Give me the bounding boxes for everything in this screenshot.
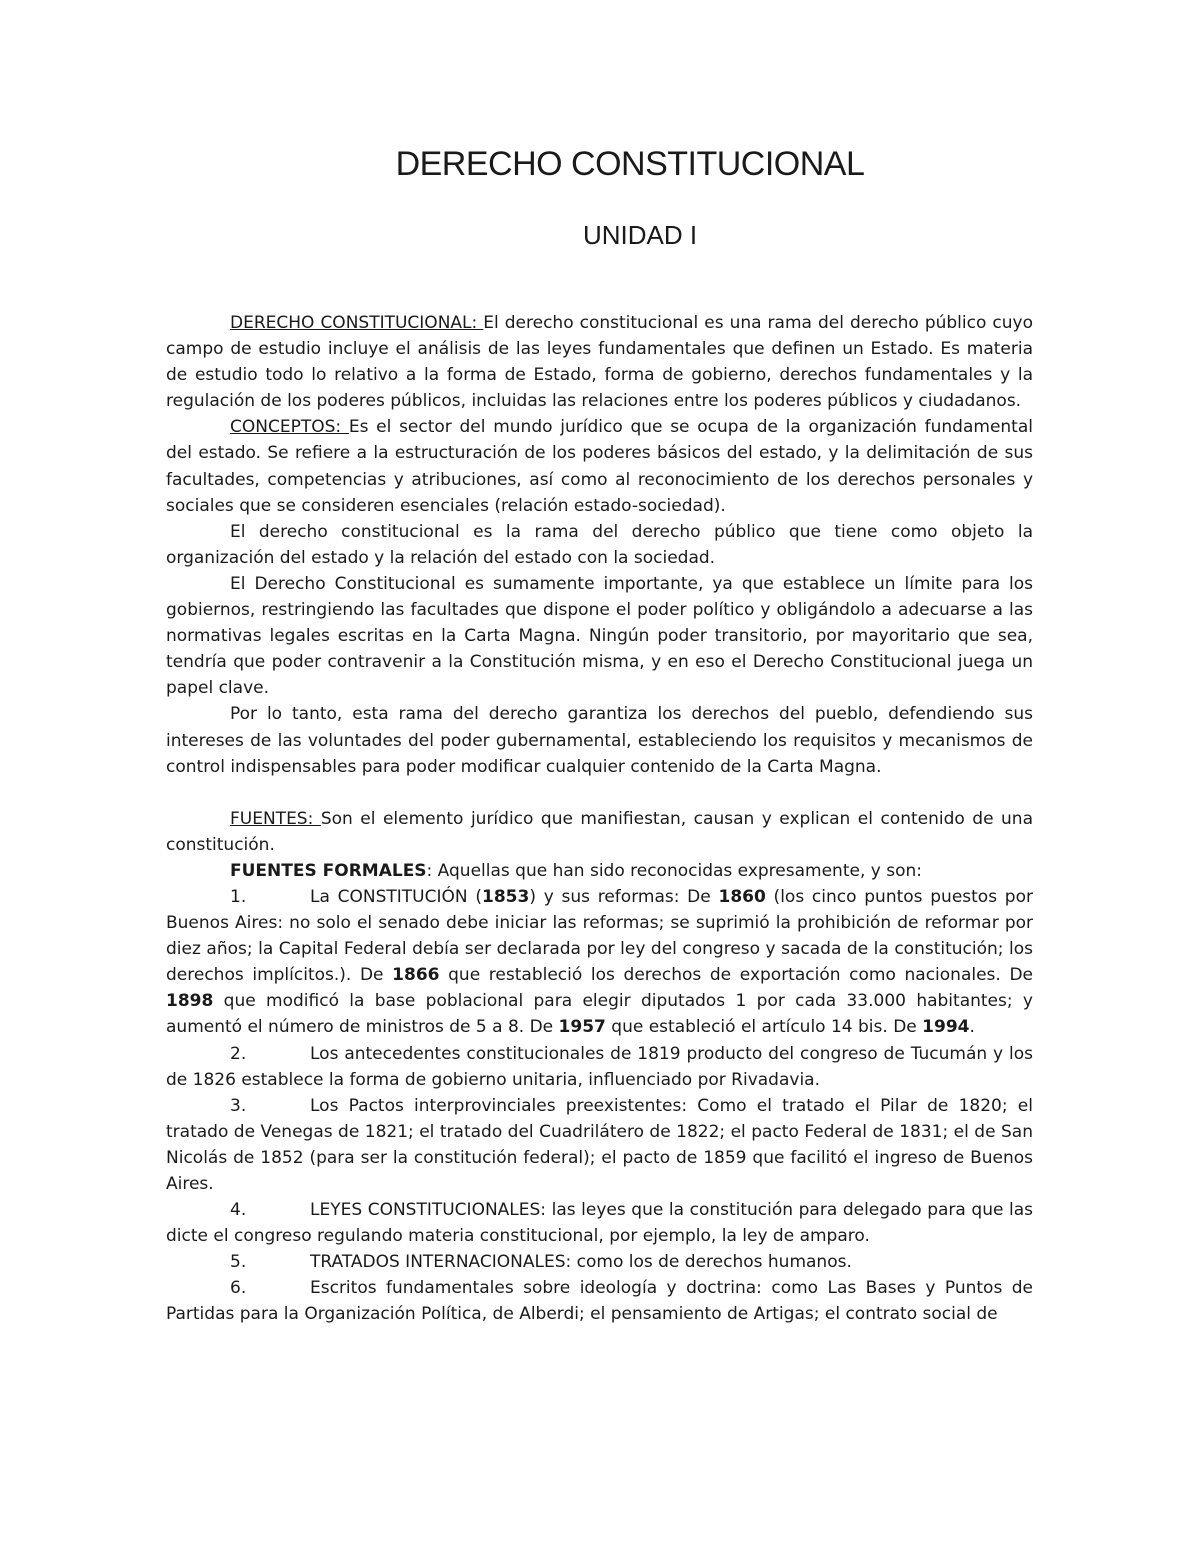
term-fuentes: FUENTES: — [230, 808, 321, 829]
list-text: Los antecedentes constitucionales de 1819 producto del congreso de Tucumán y los de 1826 establece la forma de gobierno unitaria, influenciado por Rivadavia. — [166, 1043, 1033, 1090]
conceptos-text: Es el sector del mundo jurídico que se ocupa de la organización fundamental del estado. Se refiere a la estructuración de los poderes básicos del estado, y la delimitación de sus facultades, competencias y atribuciones, así como al reconocimiento de los derechos personales y sociales que se consideren esenciales (relación estado-sociedad). — [166, 417, 1033, 516]
document-title: DERECHO CONSTITUCIONAL — [395, 145, 865, 183]
list-item-6 — [166, 1275, 1033, 1327]
list-text: Los Pactos interprovinciales preexistentes: Como el tratado el Pilar de 1820; el tratado de Venegas de 1821; el tratado del Cuadrilátero de 1822; el pacto Federal de 1831; el de San Nicolás de 1852 (para ser la constitución federal); el pacto de 1859 que facilitó el ingreso de Buenos Aires. — [166, 1095, 1033, 1194]
list-text: que estableció el artículo 14 bis. De — [605, 1017, 923, 1038]
list-item-2 — [166, 1041, 1033, 1093]
list-number: 1. — [230, 886, 247, 907]
list-text: que restableció los derechos de exportación como nacionales. De — [439, 965, 1034, 986]
list-item-5 — [166, 1249, 1033, 1275]
fuentes-formales-text: : Aquellas que han sido reconocidas expresamente, y son: — [426, 860, 922, 881]
list-text: TRATADOS INTERNACIONALES: como los de derechos humanos. — [310, 1252, 852, 1273]
list-number: 4. — [230, 1200, 247, 1221]
year-1957: 1957 — [558, 1017, 606, 1038]
list-item-4 — [166, 1197, 1033, 1249]
list-text: (los cinco puntos puestos por Buenos Aires: no solo el senado debe iniciar las reformas; se suprimió la prohibición de reformar por diez años; la Capital Federal debía ser declarada por ley del congreso y sacada de la constitución; los derechos implícitos.). De — [166, 886, 1033, 986]
term-fuentes-formales: FUENTES FORMALES — [230, 860, 427, 881]
list-number: 6. — [230, 1278, 247, 1299]
document-body — [166, 310, 1033, 1328]
list-number: 5. — [230, 1252, 247, 1273]
list-item-3 — [166, 1093, 1033, 1197]
term-derecho-constitucional: DERECHO CONSTITUCIONAL: — [230, 313, 484, 333]
definicion-text: El derecho constitucional es una rama del derecho público cuyo campo de estudio incluye el análisis de las leyes fundamentales que definen un Estado. Es materia de estudio todo lo relativo a la forma de Estado, forma de gobierno, derechos fundamentales y la regulación de los poderes públicos, incluidas las relaciones entre los poderes públicos y ciudadanos. — [166, 313, 1033, 412]
year-1866: 1866 — [392, 965, 440, 986]
list-text: La CONSTITUCIÓN ( — [310, 886, 482, 907]
paragraph-definicion — [166, 310, 1033, 414]
paragraph-garantia: Por lo tanto, esta rama del derecho garantiza los derechos del pueblo, defendiendo sus intereses de las voluntades del poder gubernamental, estableciendo los requisitos y mecanismos de control indispensables para poder modificar cualquier contenido de la Carta Magna. — [166, 704, 1033, 777]
document-subtitle: UNIDAD I — [582, 220, 698, 250]
paragraph-fuentes — [166, 806, 1033, 858]
paragraph-objeto: El derecho constitucional es la rama del derecho público que tiene como objeto la organización del estado y la relación del estado con la sociedad. — [166, 521, 1033, 568]
fuentes-text: Son el elemento jurídico que manifiestan, causan y explican el contenido de una constitución. — [166, 808, 1033, 855]
list-number: 3. — [230, 1095, 247, 1116]
list-number: 2. — [230, 1043, 247, 1064]
year-1994: 1994 — [922, 1017, 970, 1038]
list-item-1 — [166, 884, 1033, 1041]
list-text: que modificó la base poblacional para elegir diputados 1 por cada 33.000 habitantes; y aumentó el número de ministros de 5 a 8. De — [166, 991, 1033, 1038]
list-text: LEYES CONSTITUCIONALES: las leyes que la constitución para delegado para que las dicte el congreso regulando materia constitucional, por ejemplo, la ley de amparo. — [166, 1200, 1033, 1247]
year-1860: 1860 — [718, 886, 766, 907]
paragraph-conceptos — [166, 414, 1033, 518]
list-text: . — [969, 1017, 975, 1038]
list-text: ) y sus reformas: De — [529, 886, 719, 907]
year-1853: 1853 — [481, 886, 530, 907]
paragraph-importancia: El Derecho Constitucional es sumamente importante, ya que establece un límite para los gobiernos, restringiendo las facultades que dispone el poder político y obligándolo a adecuarse a las normativas legales escritas en la Carta Magna. Ningún poder transitorio, por mayoritario que sea, tendría que poder contravenir a la Constitución misma, y en eso el Derecho Constitucional juega un papel clave. — [166, 573, 1033, 699]
list-text: Escritos fundamentales sobre ideología y doctrina: como Las Bases y Puntos de Partidas para la Organización Política, de Alberdi; el pensamiento de Artigas; el contrato social de — [166, 1278, 1033, 1325]
term-conceptos: CONCEPTOS: — [230, 417, 349, 438]
paragraph-fuentes-formales — [166, 858, 1033, 884]
year-1898: 1898 — [166, 991, 214, 1012]
